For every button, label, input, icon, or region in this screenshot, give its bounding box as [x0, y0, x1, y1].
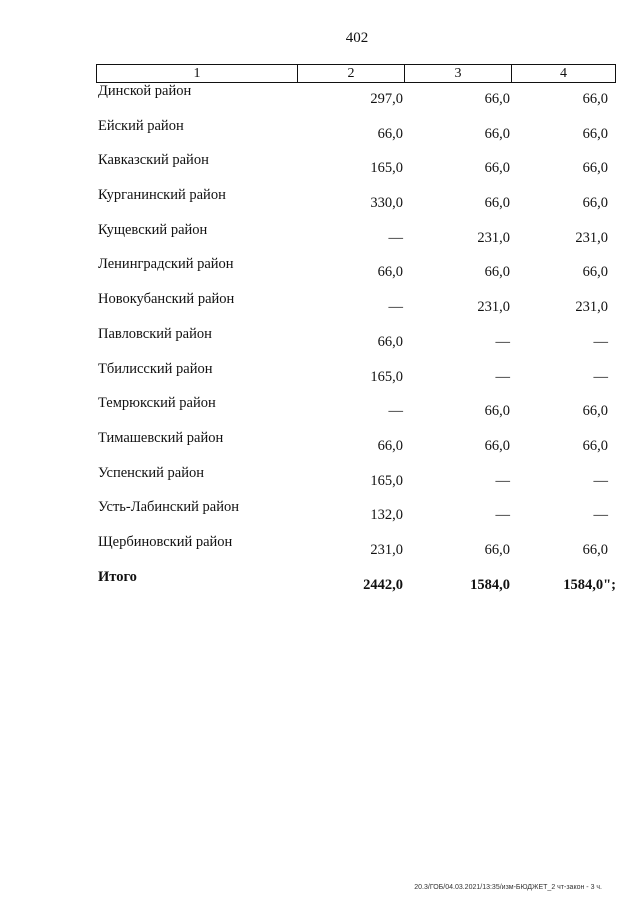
total-col-2: 2442,0	[363, 576, 403, 593]
table-row	[96, 291, 616, 326]
table-row	[96, 256, 616, 291]
table-row	[96, 222, 616, 257]
table-header	[96, 64, 616, 83]
value-col-3: —	[495, 368, 510, 385]
value-col-2: —	[388, 403, 403, 420]
table-row	[96, 187, 616, 222]
value-col-2: 66,0	[377, 264, 403, 281]
value-col-2: 132,0	[370, 507, 403, 524]
value-col-2: —	[388, 299, 403, 316]
district-name: Курганинский район	[98, 187, 226, 204]
value-col-2: 165,0	[370, 472, 403, 489]
value-col-4: 66,0	[582, 125, 608, 142]
total-col-3: 1584,0	[470, 576, 510, 593]
value-col-4: 66,0	[582, 160, 608, 177]
value-col-2: 330,0	[370, 195, 403, 212]
table-row	[96, 465, 616, 500]
table-row	[96, 152, 616, 187]
table-row	[96, 83, 616, 118]
district-name: Кущевский район	[98, 221, 208, 238]
value-col-4: 66,0	[582, 403, 608, 420]
value-col-4: 66,0	[582, 437, 608, 454]
district-name: Динской район	[98, 83, 192, 99]
value-col-2: 297,0	[370, 91, 403, 107]
value-col-2: 165,0	[370, 160, 403, 177]
value-col-3: 66,0	[484, 541, 510, 558]
district-name: Ленинградский район	[98, 256, 234, 273]
value-col-3: 231,0	[477, 299, 510, 316]
district-name: Тимашевский район	[98, 429, 224, 446]
footer-stamp: 20.3/ГОБ/04.03.2021/13:35/изм-БЮДЖЕТ_2 чт-закон - 3 ч.	[414, 884, 602, 891]
table-row	[96, 430, 616, 465]
header-cell-4: 4	[560, 66, 567, 81]
value-col-3: 231,0	[477, 229, 510, 246]
header-cell-1: 1	[97, 65, 298, 82]
table-row	[96, 499, 616, 534]
total-label: Итого	[98, 568, 137, 585]
total-row	[96, 569, 616, 604]
value-col-2: 66,0	[377, 125, 403, 142]
table-body	[96, 83, 616, 603]
district-name: Темрюкский район	[98, 395, 216, 412]
value-col-2: 66,0	[377, 437, 403, 454]
district-name: Тбилисский район	[98, 360, 213, 377]
table-row	[96, 118, 616, 153]
value-col-3: 66,0	[484, 437, 510, 454]
value-col-3: 66,0	[484, 195, 510, 212]
value-col-3: —	[495, 507, 510, 524]
header-cell-3: 3	[405, 65, 512, 82]
page-number: 402	[345, 30, 369, 46]
table-row	[96, 326, 616, 361]
district-name: Новокубанский район	[98, 291, 235, 308]
value-col-4: 231,0	[575, 229, 608, 246]
value-col-4: 66,0	[582, 91, 608, 107]
value-col-3: —	[495, 333, 510, 350]
value-col-3: —	[495, 472, 510, 489]
district-name: Усть-Лабинский район	[98, 499, 239, 516]
value-col-4: 66,0	[582, 541, 608, 558]
value-col-3: 66,0	[484, 125, 510, 142]
district-name: Кавказский район	[98, 152, 209, 169]
value-col-2: 165,0	[370, 368, 403, 385]
header-cell-2: 2	[298, 65, 405, 82]
table-row	[96, 534, 616, 569]
district-name: Ейский район	[98, 117, 184, 134]
value-col-3: 66,0	[484, 264, 510, 281]
value-col-3: 66,0	[484, 403, 510, 420]
value-col-3: 66,0	[484, 91, 510, 107]
value-col-4: 66,0	[582, 264, 608, 281]
district-name: Щербиновский район	[98, 533, 233, 550]
table-row	[96, 361, 616, 396]
value-col-4: 231,0	[575, 299, 608, 316]
total-col-4: 1584,0";	[563, 576, 616, 593]
district-name: Павловский район	[98, 325, 212, 342]
value-col-4: —	[593, 333, 608, 350]
value-col-3: 66,0	[484, 160, 510, 177]
value-col-4: —	[593, 472, 608, 489]
value-col-2: 66,0	[377, 333, 403, 350]
district-name: Успенский район	[98, 464, 204, 481]
value-col-4: —	[593, 507, 608, 524]
value-col-2: 231,0	[370, 541, 403, 558]
value-col-4: 66,0	[582, 195, 608, 212]
value-col-2: —	[388, 229, 403, 246]
value-col-4: —	[593, 368, 608, 385]
table-row	[96, 395, 616, 430]
